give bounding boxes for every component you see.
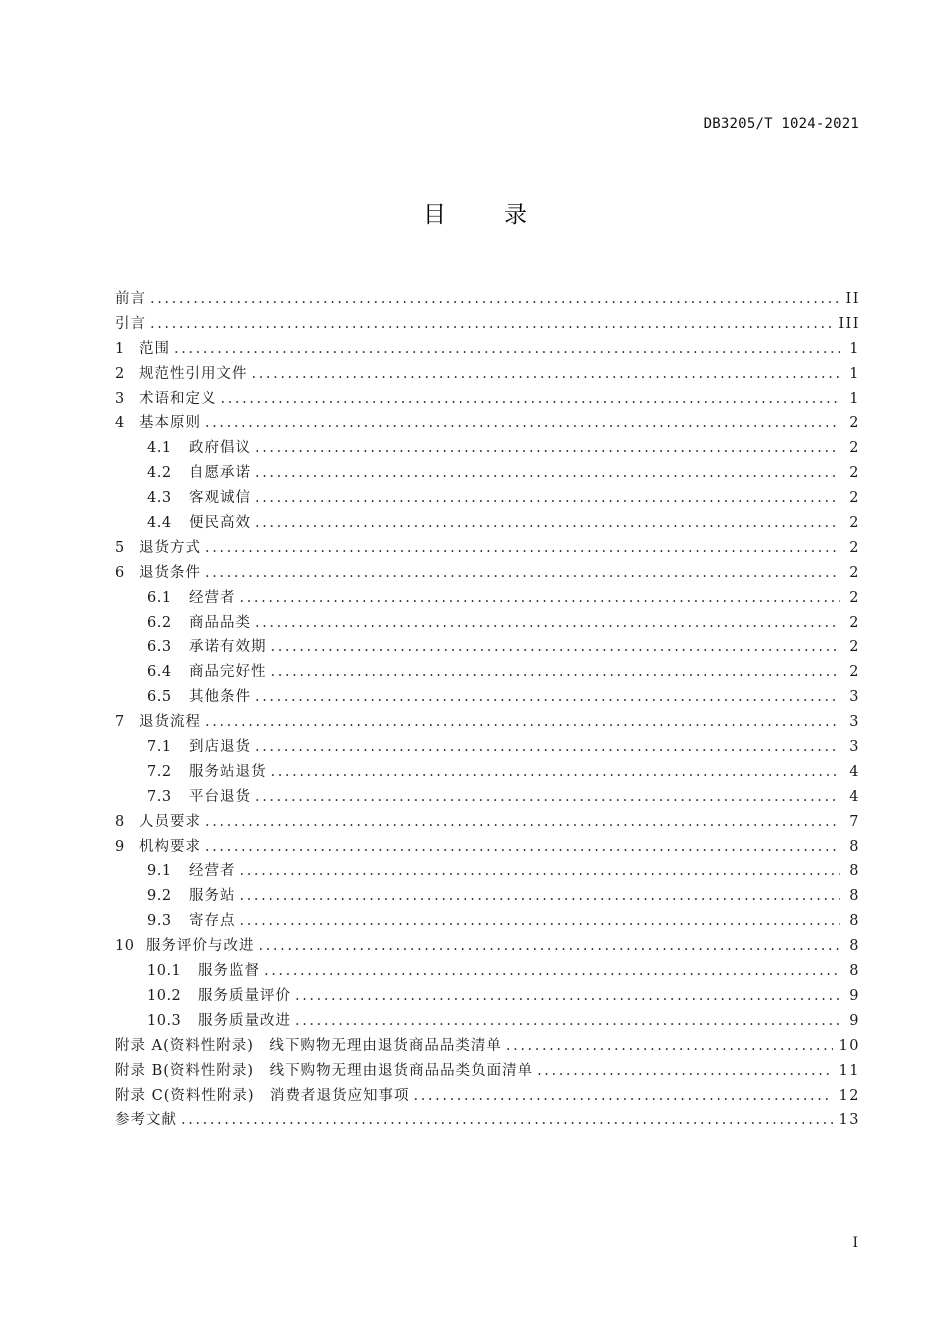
toc-entry-number: 7.2 [147,763,172,780]
toc-entry-number: 7.1 [147,739,172,756]
page-title [0,196,950,229]
toc-entry-number: 3 [115,390,125,407]
toc-entry-page: 2 [849,465,860,482]
toc-entry-number: 6.4 [147,664,172,681]
toc-entry-number: 9.3 [147,913,172,930]
toc-entry-9-2[interactable] [115,884,860,909]
toc-entry-3[interactable] [115,387,860,412]
toc-entry-page: 2 [849,415,860,432]
toc-entry-4-4[interactable] [115,511,860,536]
toc-leader-dots [205,810,840,835]
toc-entry-page: 11 [838,1062,860,1079]
toc-leader-dots [264,959,840,984]
toc-leader-dots [271,760,841,785]
title-char-2: 录 [504,202,527,228]
toc-entry-page: 3 [849,739,860,756]
toc-entry-label: 附录 A(资料性附录) 线下购物无理由退货商品品类清单 [115,1037,502,1054]
toc-entry-page: 4 [849,788,860,805]
toc-entry-page: 2 [849,515,860,532]
toc-leader-dots [240,859,841,884]
toc-entry-10[interactable] [115,934,860,959]
toc-leader-dots [255,735,840,760]
toc-leader-dots [271,635,841,660]
toc-leader-dots [205,835,840,860]
toc-leader-dots [255,461,840,486]
toc-leader-dots [414,1084,833,1109]
toc-entry-page: 1 [849,390,860,407]
toc-entry-label: 服务质量改进 [198,1012,291,1029]
toc-leader-dots [295,984,840,1009]
toc-entry-number: 7 [115,714,125,731]
toc-entry-page: 2 [849,664,860,681]
toc-entry-label: 退货方式 [139,539,201,556]
toc-entry-4[interactable] [115,411,860,436]
toc-leader-dots [537,1059,832,1084]
toc-entry-label: 其他条件 [189,689,251,706]
toc-entry-number: 4.4 [147,515,172,532]
toc-entry-page: II [845,291,860,307]
toc-entry-page: 2 [849,564,860,581]
toc-entry-4-3[interactable] [115,486,860,511]
toc-entry-label: 承诺有效期 [189,639,267,656]
toc-entry-9-1[interactable] [115,859,860,884]
toc-entry-label: 自愿承诺 [189,465,251,482]
toc-entry-foreword[interactable] [115,287,860,312]
toc-entry-label: 经营者 [189,589,236,606]
toc-entry-number: 6 [115,564,125,581]
toc-leader-dots [205,710,840,735]
toc-entry-page: 4 [849,763,860,780]
toc-entry-label: 退货条件 [139,564,201,581]
toc-entry-page: 8 [849,838,860,855]
toc-entry-page: 10 [838,1037,860,1054]
toc-entry-page: 7 [849,813,860,830]
toc-entry-number: 4.2 [147,465,172,482]
toc-entry-9[interactable] [115,835,860,860]
toc-leader-dots [295,1009,840,1034]
toc-leader-dots [205,536,840,561]
toc-entry-label: 附录 C(资料性附录) 消费者退货应知事项 [115,1087,410,1104]
toc-entry-label: 政府倡议 [189,440,251,457]
title-char-1: 目 [423,202,446,228]
toc-entry-7-2[interactable] [115,760,860,785]
toc-entry-number: 10.3 [147,1012,182,1029]
toc-entry-label: 前言 [115,291,146,307]
toc-entry-number: 6.3 [147,639,172,656]
toc-entry-number: 2 [115,365,125,382]
toc-entry-label: 人员要求 [139,813,201,830]
toc-entry-9-3[interactable] [115,909,860,934]
toc-entry-label: 基本原则 [139,415,201,432]
toc-entry-label: 商品品类 [189,614,251,631]
toc-leader-dots [174,337,840,362]
toc-entry-page: 8 [849,913,860,930]
toc-entry-page: 1 [849,365,860,382]
toc-entry-label: 服务站退货 [189,763,267,780]
toc-leader-dots [240,586,841,611]
toc-entry-label: 服务监督 [198,963,260,980]
toc-entry-label: 便民高效 [189,515,251,532]
toc-entry-10-2[interactable] [115,984,860,1009]
toc-entry-4-1[interactable] [115,436,860,461]
toc-entry-6-4[interactable] [115,660,860,685]
toc-entry-page: III [838,315,860,332]
toc-entry-page: 2 [849,589,860,606]
toc-entry-10-3[interactable] [115,1009,860,1034]
toc-entry-number: 9.1 [147,863,172,880]
toc-leader-dots [255,486,840,511]
toc-entry-appendix-c[interactable] [115,1084,860,1109]
toc-leader-dots [252,362,841,387]
toc-entry-page: 2 [849,639,860,656]
toc-entry-page: 9 [849,987,860,1004]
toc-entry-label: 退货流程 [139,714,201,731]
toc-entry-label: 到店退货 [189,739,251,756]
toc-entry-7[interactable] [115,710,860,735]
toc-entry-page: 8 [849,888,860,905]
toc-entry-page: 2 [849,490,860,507]
toc-entry-page: 2 [849,539,860,556]
toc-entry-number: 6.5 [147,689,172,706]
toc-leader-dots [259,934,841,959]
toc-entry-number: 1 [115,340,125,357]
toc-entry-number: 4.3 [147,490,172,507]
toc-entry-label: 附录 B(资料性附录) 线下购物无理由退货商品品类负面清单 [115,1062,534,1079]
toc-entry-number: 10 [115,938,135,955]
toc-leader-dots [255,685,840,710]
toc-entry-label: 术语和定义 [139,390,217,407]
toc-entry-6-3[interactable] [115,635,860,660]
toc-entry-number: 4.1 [147,440,172,457]
toc-entry-number: 6.2 [147,614,172,631]
toc-entry-page: 2 [849,614,860,631]
toc-entry-label: 平台退货 [189,788,251,805]
toc-leader-dots [255,611,840,636]
toc-leader-dots [240,884,841,909]
toc-entry-label: 寄存点 [189,913,236,930]
toc-entry-number: 10.1 [147,963,182,980]
toc-entry-5[interactable] [115,536,860,561]
toc-entry-4-2[interactable] [115,461,860,486]
toc-leader-dots [255,511,840,536]
toc-leader-dots [255,785,840,810]
toc-entry-number: 5 [115,539,125,556]
toc-entry-page: 1 [849,340,860,357]
toc-entry-7-3[interactable] [115,785,860,810]
toc-entry-number: 8 [115,813,125,830]
toc-entry-7-1[interactable] [115,735,860,760]
toc-entry-1[interactable] [115,337,860,362]
toc-entry-label: 规范性引用文件 [139,365,248,382]
toc-leader-dots [271,660,841,685]
toc-leader-dots [205,411,840,436]
page-number: I [852,1235,858,1251]
toc-entry-8[interactable] [115,810,860,835]
toc-entry-label: 经营者 [189,863,236,880]
toc-leader-dots [150,287,840,312]
toc-entry-label: 范围 [139,340,170,357]
toc-entry-10-1[interactable] [115,959,860,984]
toc-entry-appendix-a[interactable] [115,1034,860,1059]
toc-leader-dots [181,1108,833,1133]
toc-entry-page: 8 [849,963,860,980]
table-of-contents [115,287,860,1133]
toc-entry-label: 机构要求 [139,838,201,855]
toc-entry-page: 9 [849,1012,860,1029]
document-number: DB3205/T 1024-2021 [703,116,859,132]
toc-entry-number: 9.2 [147,888,172,905]
toc-leader-dots [506,1034,833,1059]
toc-leader-dots [240,909,841,934]
toc-entry-number: 7.3 [147,788,172,805]
toc-entry-label: 客观诚信 [189,490,251,507]
toc-entry-references[interactable] [115,1108,860,1133]
toc-entry-page: 12 [838,1087,860,1104]
toc-entry-6-1[interactable] [115,586,860,611]
toc-entry-label: 服务评价与改进 [146,938,255,955]
toc-entry-appendix-b[interactable] [115,1059,860,1084]
toc-entry-page: 3 [849,689,860,706]
toc-entry-6-2[interactable] [115,611,860,636]
toc-entry-page: 8 [849,938,860,955]
toc-entry-label: 服务站 [189,888,236,905]
toc-entry-introduction[interactable] [115,312,860,337]
toc-leader-dots [255,436,840,461]
toc-leader-dots [150,312,832,337]
toc-entry-number: 9 [115,838,125,855]
toc-entry-label: 参考文献 [115,1112,177,1129]
toc-entry-6-5[interactable] [115,685,860,710]
toc-entry-page: 13 [838,1112,860,1129]
toc-leader-dots [221,387,841,412]
toc-entry-number: 6.1 [147,589,172,606]
toc-entry-number: 10.2 [147,987,182,1004]
toc-entry-label: 商品完好性 [189,664,267,681]
toc-entry-number: 4 [115,415,125,432]
toc-entry-page: 2 [849,440,860,457]
toc-entry-page: 8 [849,863,860,880]
toc-leader-dots [205,561,840,586]
toc-entry-label: 服务质量评价 [198,987,291,1004]
toc-entry-2[interactable] [115,362,860,387]
toc-entry-label: 引言 [115,315,146,332]
toc-entry-page: 3 [849,714,860,731]
toc-entry-6[interactable] [115,561,860,586]
